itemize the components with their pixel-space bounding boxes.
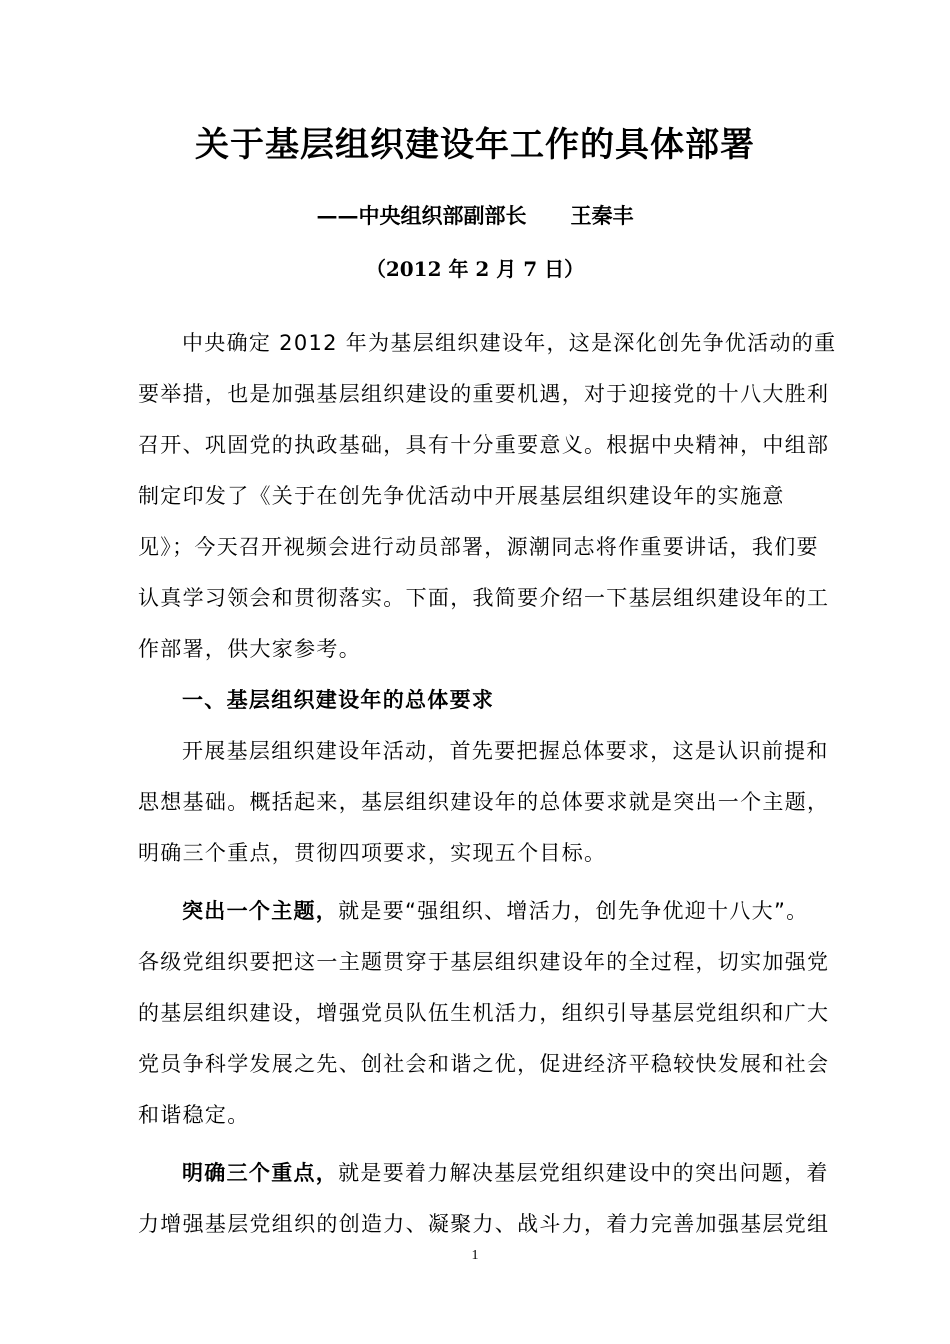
paragraph-3-line: 各级党组织要把这一主题贯穿于基层组织建设年的全过程，切实加强党: [138, 950, 830, 974]
paragraph-1-line: 中央确定 2012 年为基层组织建设年，这是深化创先争优活动的重: [182, 331, 837, 355]
paragraph-2-line: 明确三个重点，贯彻四项要求，实现五个目标。: [138, 841, 607, 865]
paragraph-3-first-line-rest: 就是要“强组织、增活力，创先争优迎十八大”。: [338, 899, 809, 923]
paragraph-3-line: 党员争科学发展之先、创社会和谐之优，促进经济平稳较快发展和社会: [138, 1052, 830, 1076]
paragraph-3-lead: 突出一个主题，: [182, 899, 339, 923]
paragraph-4-first-line: [138, 1148, 838, 1199]
paragraph-4-lead: 明确三个重点，: [182, 1161, 339, 1185]
paragraph-1-line: 见》；今天召开视频会进行动员部署，源潮同志将作重要讲话，我们要: [138, 535, 819, 559]
paragraph-1-line: 制定印发了《关于在创先争优活动中开展基层组织建设年的实施意: [138, 484, 785, 508]
paragraph-2-line: 思想基础。概括起来，基层组织建设年的总体要求就是突出一个主题，: [138, 790, 830, 814]
page-number: 1: [471, 1248, 479, 1263]
document-body: [138, 318, 838, 1250]
section-1-heading: 一、基层组织建设年的总体要求: [182, 688, 495, 712]
paragraph-4-line: 力增强基层党组织的创造力、凝聚力、战斗力，着力完善加强基层党组: [138, 1212, 830, 1236]
paragraph-3-line: 的基层组织建设，增强党员队伍生机活力，组织引导基层党组织和广大: [138, 1001, 830, 1025]
author-line: [0, 198, 950, 234]
paragraph-4-first-line-rest: 就是要着力解决基层党组织建设中的突出问题，着: [338, 1161, 829, 1185]
paragraph-3-line: 和谐稳定。: [138, 1103, 250, 1127]
paragraph-1-line: 要举措，也是加强基层组织建设的重要机遇，对于迎接党的十八大胜利: [138, 382, 830, 406]
author-prefix: ——中央组织部副部长: [316, 203, 527, 228]
paragraph-1-line: 召开、巩固党的执政基础，具有十分重要意义。根据中央精神，中组部: [138, 433, 830, 457]
paragraph-2-line: 开展基层组织建设年活动，首先要把握总体要求，这是认识前提和: [182, 739, 829, 763]
paragraph-1-line: 认真学习领会和贯彻落实。下面，我简要介绍一下基层组织建设年的工: [138, 586, 830, 610]
paragraph-1-line: 作部署，供大家参考。: [138, 637, 361, 661]
document-title: 关于基层组织建设年工作的具体部署: [195, 125, 755, 165]
author-name: 王秦丰: [570, 203, 634, 228]
paragraph-3-first-line: [138, 886, 838, 937]
document-date: （2012 年 2 月 7 日）: [365, 257, 585, 281]
